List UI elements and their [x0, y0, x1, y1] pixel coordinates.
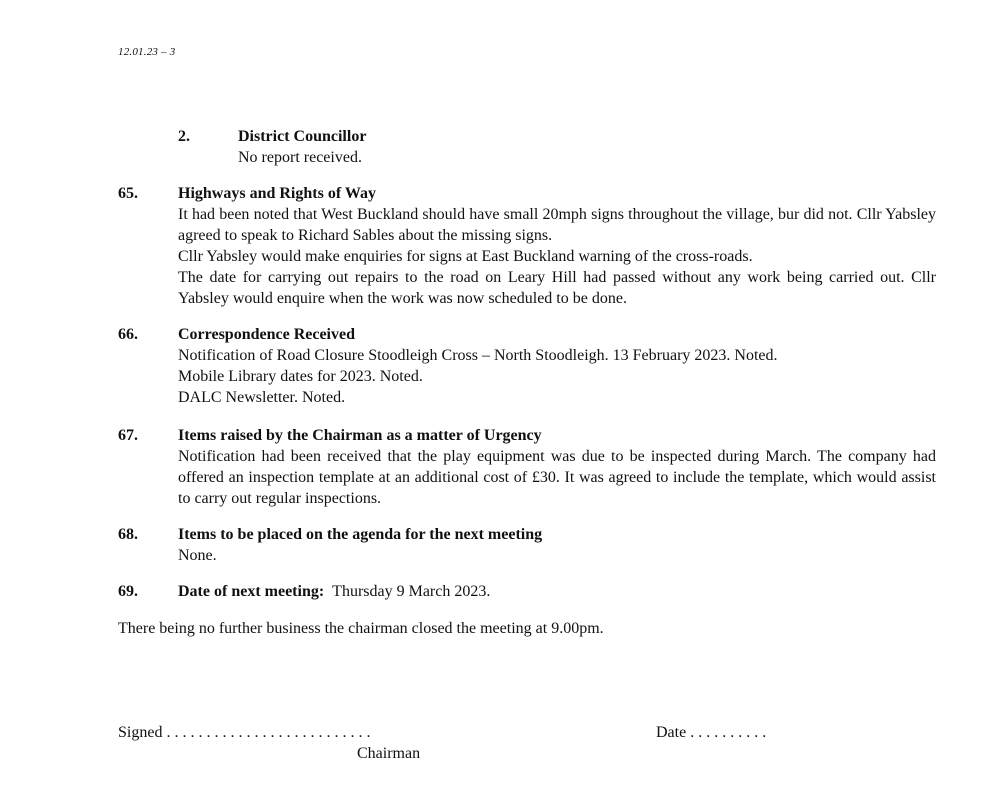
- minute-text: The date for carrying out repairs to the road on Leary Hill had passed without any work being carried out. Cllr Yabsley would enquire when the work was now scheduled to be done.: [178, 269, 936, 307]
- date-line: Date . . . . . . . . . .: [656, 724, 767, 741]
- minute-number: 67.: [118, 427, 138, 444]
- section-heading: District Councillor: [238, 128, 367, 145]
- minute-heading: Highways and Rights of Way: [178, 185, 376, 202]
- minute-text: Mobile Library dates for 2023. Noted.: [178, 368, 423, 385]
- section-text: No report received.: [238, 149, 362, 166]
- minute-68-agenda: [118, 524, 936, 566]
- page-reference: 12.01.23 – 3: [118, 46, 176, 58]
- chairman-label: Chairman: [357, 745, 421, 762]
- section-district-councillor: [178, 126, 366, 168]
- minute-heading: Items to be placed on the agenda for the next meeting: [178, 526, 543, 543]
- minute-text: Notification of Road Closure Stoodleigh Cross – North Stoodleigh. 13 February 2023. Noted.: [178, 347, 778, 364]
- minute-number: 66.: [118, 326, 138, 343]
- minute-65-highways: [118, 183, 936, 309]
- minute-66-correspondence: [118, 324, 936, 408]
- minute-69-next-meeting: [118, 581, 936, 602]
- minute-text: DALC Newsletter. Noted.: [178, 389, 346, 406]
- section-number: 2.: [178, 128, 190, 145]
- minute-text: Notification had been received that the play equipment was due to be inspected during March. The company had offered an inspection template at an additional cost of £30. It was agreed to include the template, which would assist to carry out regular inspections.: [178, 448, 936, 507]
- minute-heading: Items raised by the Chairman as a matter of Urgency: [178, 427, 542, 444]
- minute-text: Cllr Yabsley would make enquiries for signs at East Buckland warning of the cross-roads.: [178, 248, 753, 265]
- minute-heading: Correspondence Received: [178, 326, 355, 343]
- minute-number: 68.: [118, 526, 138, 543]
- minute-number: 69.: [118, 583, 138, 600]
- signature-line: Signed . . . . . . . . . . . . . . . . . . . . . . . . . .: [118, 724, 371, 741]
- closing-statement: There being no further business the chairman closed the meeting at 9.00pm.: [118, 620, 604, 637]
- minute-heading: Date of next meeting:: [178, 583, 325, 600]
- minute-67-urgency: [118, 425, 936, 509]
- minute-number: 65.: [118, 185, 138, 202]
- minute-text: None.: [178, 547, 217, 564]
- next-meeting-date: Thursday 9 March 2023.: [332, 583, 491, 600]
- minute-text: It had been noted that West Buckland should have small 20mph signs throughout the village, bur did not. Cllr Yabsley agreed to speak to Richard Sables about the missing signs.: [178, 206, 936, 244]
